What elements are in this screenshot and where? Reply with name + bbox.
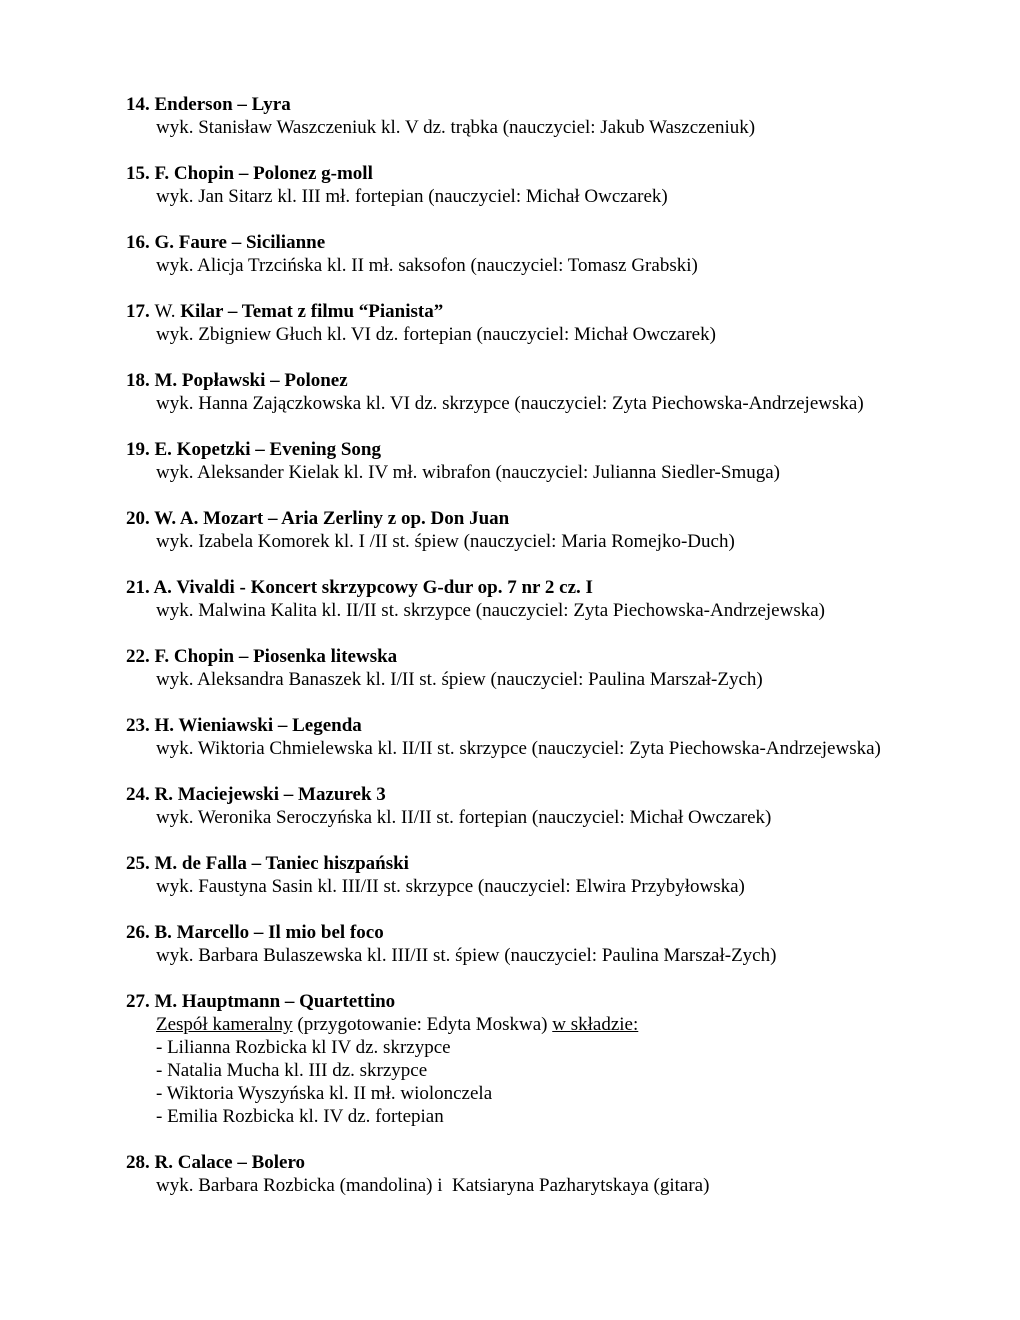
piece-title: 24. R. Maciejewski – Mazurek 3 [126, 784, 386, 805]
performer-line: wyk. Alicja Trzcińska kl. II mł. saksofon (nauczyciel: Tomasz Grabski) [156, 255, 698, 276]
piece-title: 20. W. A. Mozart – Aria Zerliny z op. Don Juan [126, 508, 510, 529]
performer-line: wyk. Stanisław Waszczeniuk kl. V dz. trąbka (nauczyciel: Jakub Waszczeniuk) [156, 117, 756, 138]
program-item-ensemble [126, 990, 986, 1128]
program-item [126, 783, 986, 829]
program-item [126, 231, 986, 277]
piece-title: 18. M. Popławski – Polonez [126, 370, 348, 391]
ensemble-preparation: (przygotowanie: Edyta Moskwa) [292, 1014, 553, 1035]
ensemble-line [126, 1013, 986, 1036]
program-item [126, 369, 986, 415]
program-item [126, 852, 986, 898]
performer-line: wyk. Aleksandra Banaszek kl. I/II st. śpiew (nauczyciel: Paulina Marszał-Zych) [156, 669, 763, 690]
program-list [126, 93, 986, 1220]
performer-line: wyk. Faustyna Sasin kl. III/II st. skrzypce (nauczyciel: Elwira Przybyłowska) [156, 876, 745, 897]
ensemble-member: - Natalia Mucha kl. III dz. skrzypce [156, 1060, 428, 1081]
performer-line: wyk. Jan Sitarz kl. III mł. fortepian (nauczyciel: Michał Owczarek) [156, 186, 668, 207]
program-item [126, 576, 986, 622]
piece-title: 21. A. Vivaldi - Koncert skrzypcowy G-dur op. 7 nr 2 cz. I [126, 577, 593, 598]
program-item [126, 921, 986, 967]
program-item [126, 162, 986, 208]
ensemble-suffix: w składzie: [552, 1014, 639, 1035]
performer-line: wyk. Izabela Komorek kl. I /II st. śpiew (nauczyciel: Maria Romejko-Duch) [156, 531, 735, 552]
ensemble-member: - Emilia Rozbicka kl. IV dz. fortepian [156, 1106, 444, 1127]
piece-title: 14. Enderson – Lyra [126, 94, 291, 115]
program-item [126, 1151, 986, 1197]
piece-title: 16. G. Faure – Sicilianne [126, 232, 326, 253]
program-item [126, 507, 986, 553]
performer-line: wyk. Barbara Bulaszewska kl. III/II st. śpiew (nauczyciel: Paulina Marszał-Zych) [156, 945, 777, 966]
ensemble-member: - Wiktoria Wyszyńska kl. II mł. wiolonczela [156, 1083, 493, 1104]
program-item [126, 645, 986, 691]
piece-title: 27. M. Hauptmann – Quartettino [126, 991, 396, 1012]
program-item [126, 438, 986, 484]
performer-line: wyk. Hanna Zajączkowska kl. VI dz. skrzypce (nauczyciel: Zyta Piechowska-Andrzejewska) [156, 393, 864, 414]
performer-line: wyk. Zbigniew Głuch kl. VI dz. fortepian (nauczyciel: Michał Owczarek) [156, 324, 716, 345]
piece-title: 22. F. Chopin – Piosenka litewska [126, 646, 398, 667]
performer-line: wyk. Aleksander Kielak kl. IV mł. wibrafon (nauczyciel: Julianna Siedler-Smuga) [156, 462, 780, 483]
piece-title: 23. H. Wieniawski – Legenda [126, 715, 362, 736]
piece-title: 17. W. Kilar – Temat z filmu “Pianista” [126, 301, 444, 322]
piece-title: 19. E. Kopetzki – Evening Song [126, 439, 381, 460]
performer-line: wyk. Barbara Rozbicka (mandolina) i Katsiaryna Pazharytskaya (gitara) [156, 1175, 710, 1196]
piece-title: 26. B. Marcello – Il mio bel foco [126, 922, 384, 943]
program-item [126, 714, 986, 760]
piece-title: 25. M. de Falla – Taniec hiszpański [126, 853, 409, 874]
program-item [126, 300, 986, 346]
performer-line: wyk. Malwina Kalita kl. II/II st. skrzypce (nauczyciel: Zyta Piechowska-Andrzejewska) [156, 600, 825, 621]
program-item [126, 93, 986, 139]
ensemble-member: - Lilianna Rozbicka kl IV dz. skrzypce [156, 1037, 451, 1058]
ensemble-label: Zespół kameralny [156, 1014, 293, 1035]
piece-title: 28. R. Calace – Bolero [126, 1152, 306, 1173]
performer-line: wyk. Weronika Seroczyńska kl. II/II st. fortepian (nauczyciel: Michał Owczarek) [156, 807, 772, 828]
piece-title: 15. F. Chopin – Polonez g-moll [126, 163, 373, 184]
performer-line: wyk. Wiktoria Chmielewska kl. II/II st. skrzypce (nauczyciel: Zyta Piechowska-Andrzejewska) [156, 738, 881, 759]
